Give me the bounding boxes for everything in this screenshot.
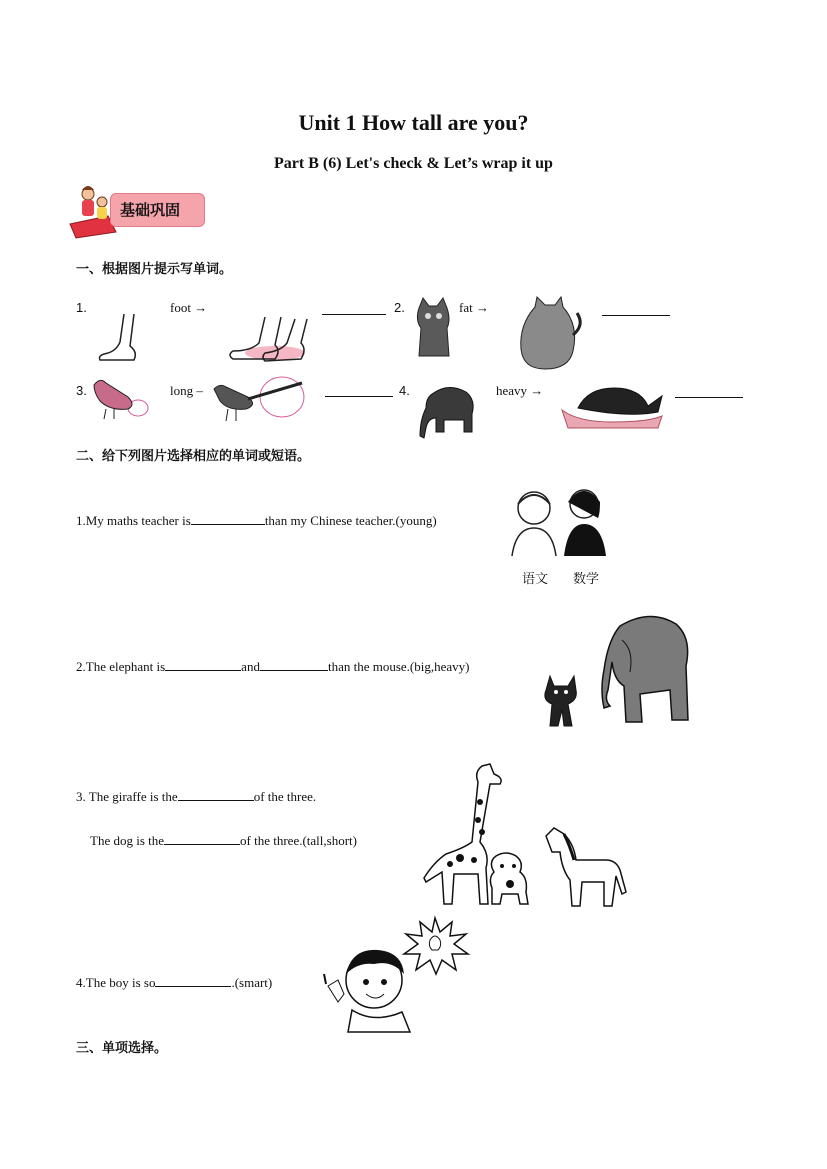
page-title: Unit 1 How tall are you? — [298, 110, 529, 135]
question-1-blank[interactable] — [191, 512, 265, 525]
question-4 — [76, 974, 272, 991]
item-3-number: 3. — [76, 383, 87, 398]
question-3-part-b: of the three. — [253, 789, 317, 804]
question-1 — [76, 512, 437, 529]
question-3-blank-2[interactable] — [164, 832, 240, 845]
badge-label: 基础巩固 — [120, 201, 181, 219]
item-2-number: 2. — [394, 300, 405, 315]
question-3-part-d: of the three.(tall,short) — [240, 833, 357, 848]
answer-blank-4[interactable] — [675, 396, 743, 398]
answer-blank-1[interactable] — [322, 313, 386, 315]
item-1-word: foot → — [170, 300, 208, 315]
question-2-part-a: 2.The elephant is — [76, 659, 166, 674]
question-4-blank[interactable] — [155, 974, 231, 987]
mouse-icon — [538, 670, 588, 730]
teachers-icon — [508, 484, 613, 559]
section-2-heading: 二、给下列图片选择相应的单词或短语。 — [76, 449, 311, 464]
question-1-part-b: than my Chinese teacher.(young) — [264, 513, 437, 528]
item-1-number: 1. — [76, 300, 87, 315]
question-1-part-a: 1.My maths teacher is — [76, 513, 191, 528]
caption-maths: 数学 — [573, 572, 600, 587]
answer-blank-2[interactable] — [602, 314, 670, 316]
question-3-line-1 — [76, 788, 316, 805]
smart-boy-icon — [322, 944, 417, 1034]
question-3-line-2 — [90, 832, 357, 849]
section-badge — [68, 180, 208, 240]
question-3-blank-1[interactable] — [178, 788, 254, 801]
question-2-blank-2[interactable] — [260, 658, 328, 671]
question-4-part-a: 4.The boy is so — [76, 975, 156, 990]
question-3-part-a: 3. The giraffe is the — [76, 789, 178, 804]
item-3-word: long – — [170, 383, 203, 398]
question-2-part-b: and — [241, 659, 260, 674]
section-3-heading: 三、单项选择。 — [76, 1041, 168, 1056]
bird-icon — [88, 375, 150, 420]
question-3-part-c: The dog is the — [90, 833, 165, 848]
item-4-word: heavy → — [496, 383, 544, 398]
question-2 — [76, 658, 469, 675]
item-4-number: 4. — [399, 383, 410, 398]
question-2-part-c: than the mouse.(big,heavy) — [327, 659, 470, 674]
long-tail-bird-icon — [208, 375, 308, 425]
caption-chinese: 语文 — [522, 572, 549, 587]
answer-blank-3[interactable] — [325, 395, 393, 397]
question-4-part-b: .(smart) — [231, 975, 273, 990]
cat-icon — [413, 298, 453, 358]
whale-icon — [558, 380, 668, 430]
feet-icon — [225, 315, 315, 365]
elephant-icon — [418, 384, 478, 439]
question-2-blank-1[interactable] — [165, 658, 241, 671]
horse-icon — [540, 826, 630, 911]
fat-cat-icon — [515, 295, 585, 375]
item-2-word: fat → — [459, 300, 489, 315]
dog-icon — [484, 852, 534, 907]
section-1-heading: 一、根据图片提示写单词。 — [76, 262, 233, 277]
big-elephant-icon — [600, 610, 695, 730]
foot-icon — [94, 312, 154, 362]
page-subtitle: Part B (6) Let's check & Let’s wrap it up — [274, 155, 553, 172]
